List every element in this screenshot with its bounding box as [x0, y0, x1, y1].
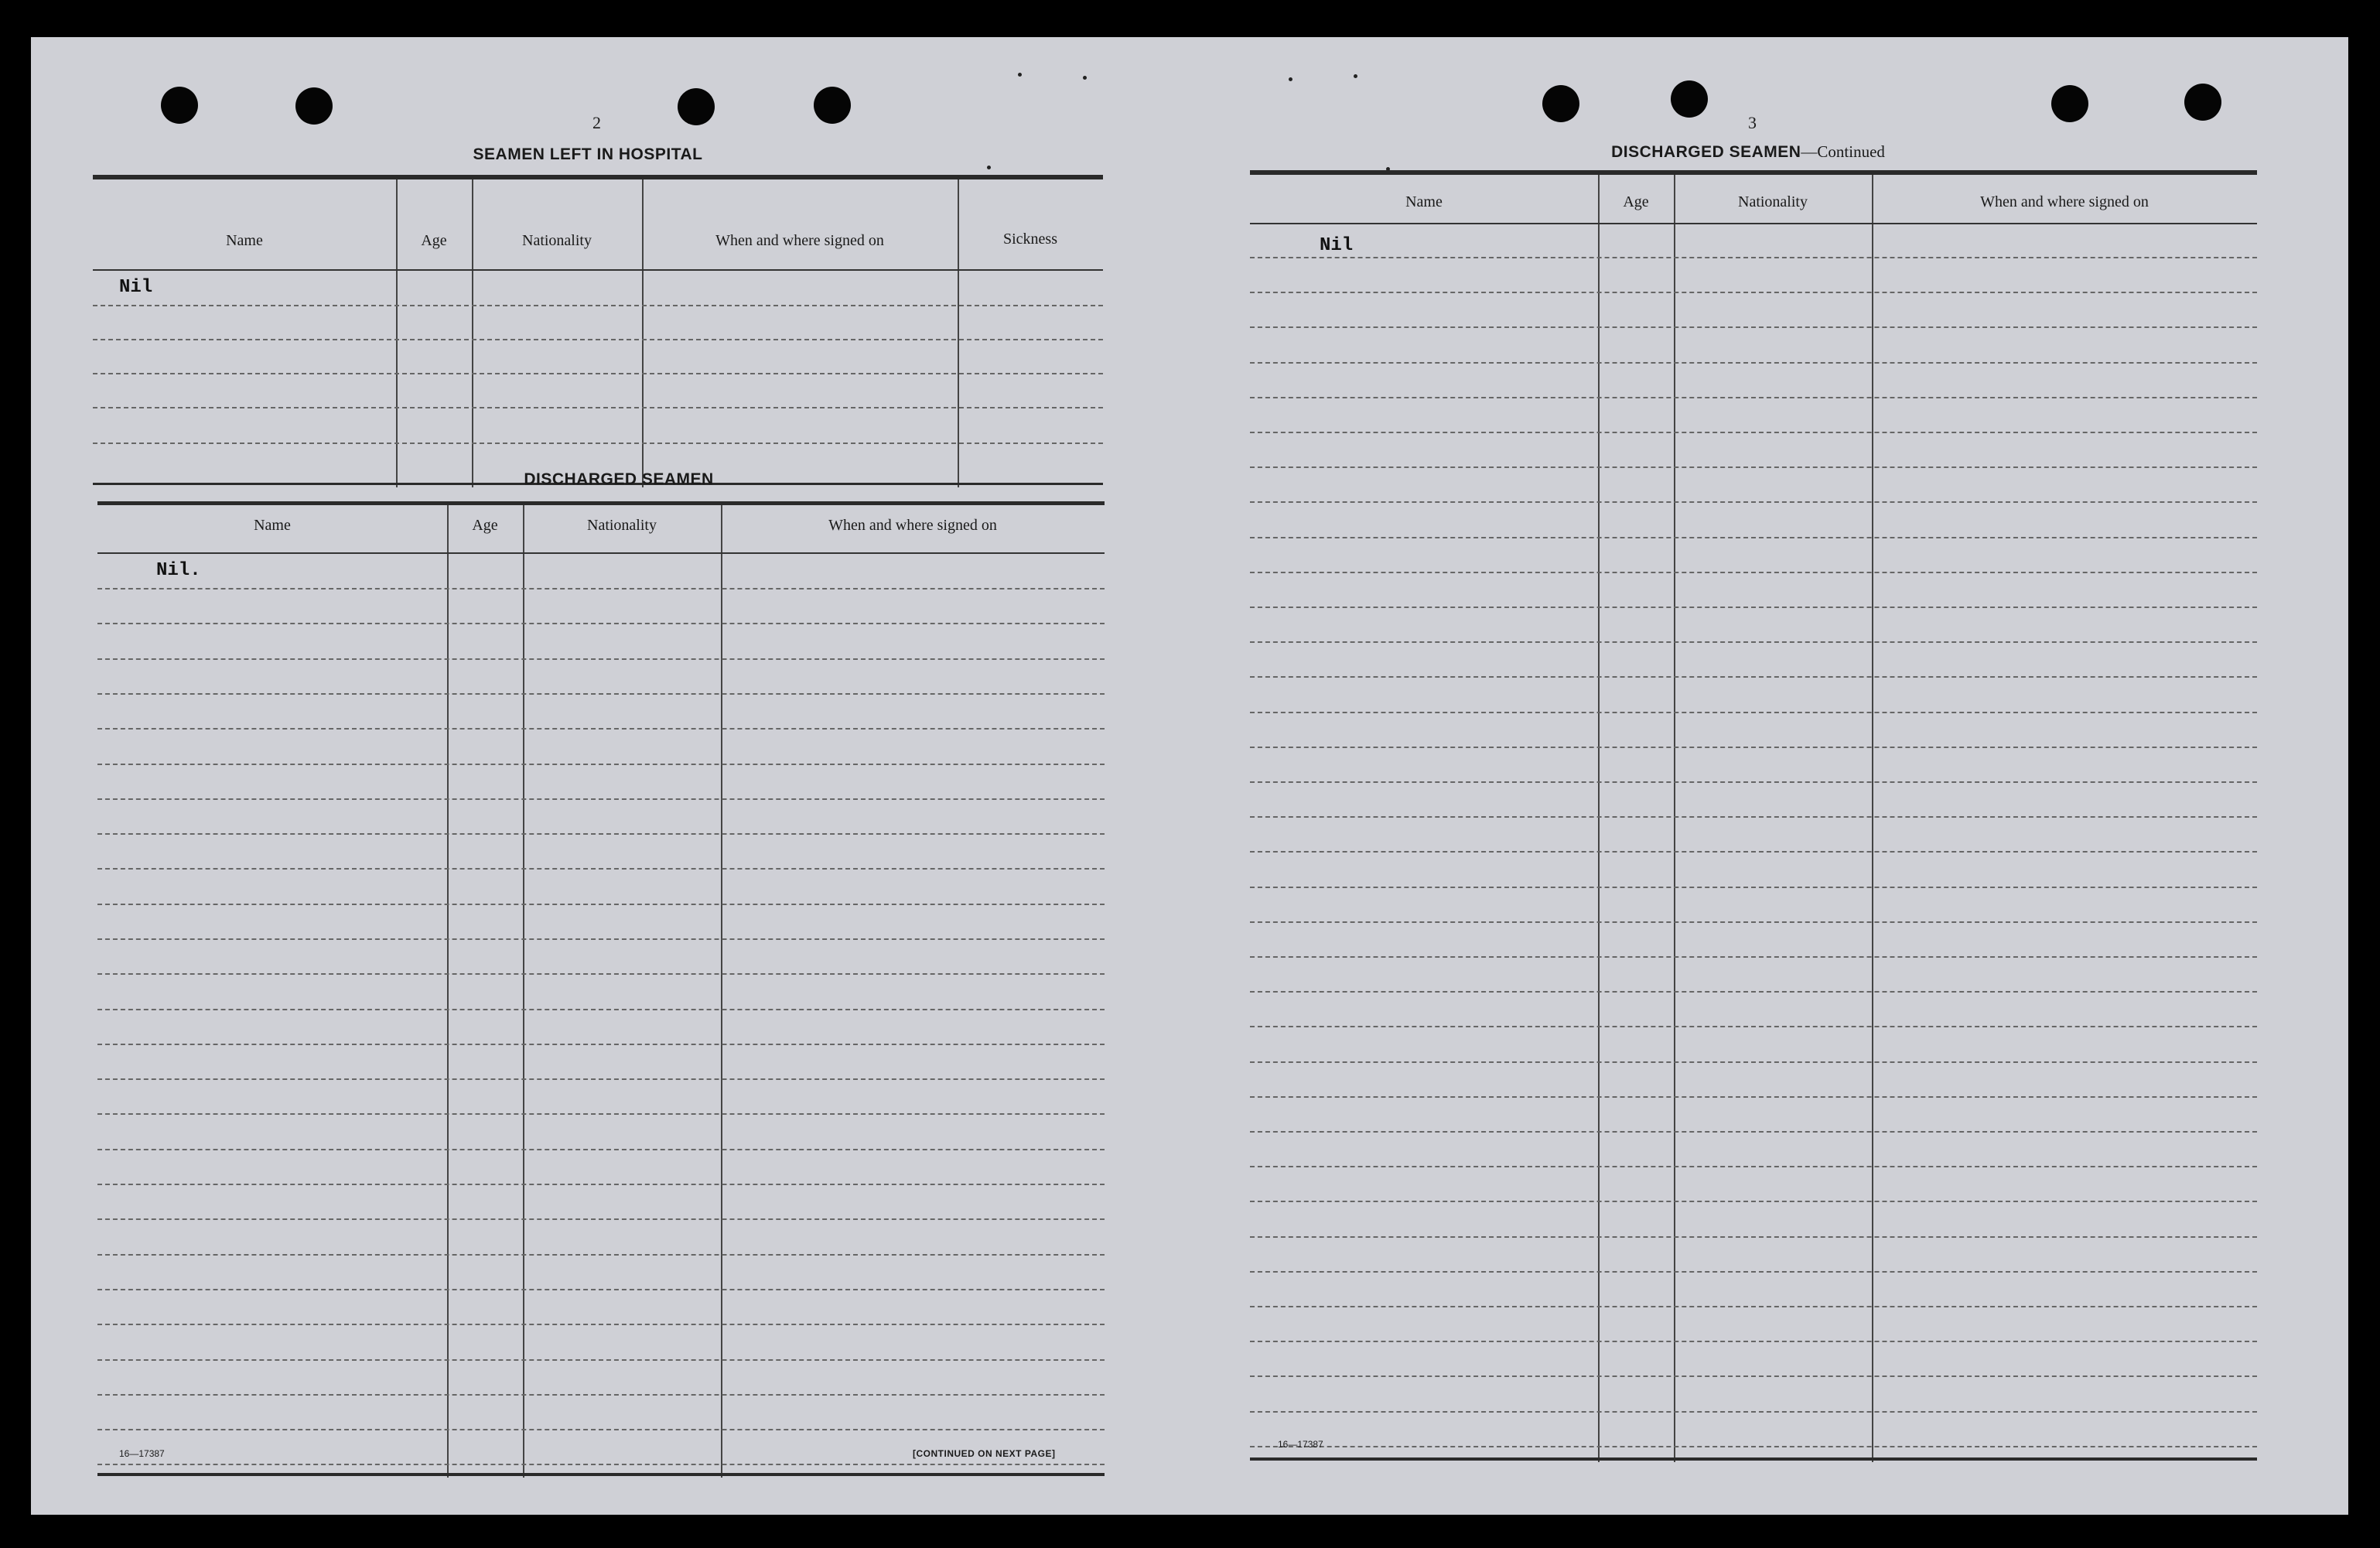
- page-number: 3: [1748, 113, 1757, 132]
- table-top-rule: [97, 501, 1105, 505]
- row-line: [97, 1464, 1105, 1465]
- row-line: [97, 658, 1105, 660]
- row-line: [97, 1394, 1105, 1396]
- discharged-section-title: DISCHARGED SEAMEN: [524, 470, 714, 488]
- header-rule: [1250, 223, 2257, 224]
- column-header-nationality: Nationality: [1738, 193, 1808, 210]
- column-divider: [523, 505, 524, 1478]
- punch-hole: [161, 87, 198, 124]
- column-divider: [721, 505, 722, 1478]
- column-header-nationality: Nationality: [522, 232, 592, 249]
- punch-hole: [1542, 85, 1579, 122]
- row-line: [1250, 781, 2257, 783]
- row-line: [1250, 816, 2257, 818]
- row-line: [97, 1149, 1105, 1150]
- row-line: [97, 798, 1105, 800]
- row-line: [97, 588, 1105, 589]
- speck: [1083, 76, 1087, 80]
- hospital-table: [93, 175, 1103, 487]
- row-line: [97, 1184, 1105, 1185]
- row-line: [1250, 397, 2257, 398]
- row-line: [1250, 1026, 2257, 1027]
- hospital-entry: Nil: [119, 277, 153, 298]
- speck: [1289, 77, 1292, 81]
- column-header-sickness: Sickness: [1003, 231, 1057, 248]
- column-header-age: Age: [1623, 193, 1649, 210]
- row-line: [1250, 607, 2257, 608]
- column-divider: [1674, 175, 1675, 1462]
- punch-hole: [1671, 80, 1708, 118]
- row-line: [1250, 362, 2257, 364]
- table-bottom-rule: [97, 1473, 1105, 1476]
- title-main: DISCHARGED SEAMEN: [1611, 143, 1801, 161]
- punch-hole: [814, 87, 851, 124]
- row-line: [1250, 1201, 2257, 1202]
- row-line: [1250, 921, 2257, 923]
- document-sheet: [31, 37, 2348, 1515]
- row-line: [97, 693, 1105, 695]
- title-suffix: —Continued: [1801, 142, 1885, 161]
- row-line: [97, 1218, 1105, 1220]
- table-bottom-rule: [1250, 1457, 2257, 1461]
- row-line: [97, 1429, 1105, 1430]
- row-line: [97, 1009, 1105, 1010]
- row-line: [97, 728, 1105, 730]
- punch-hole: [2184, 84, 2221, 121]
- row-line: [1250, 991, 2257, 993]
- row-line: [97, 1289, 1105, 1290]
- column-header-age: Age: [472, 517, 498, 534]
- row-line: [93, 373, 1103, 374]
- row-line: [97, 973, 1105, 975]
- header-rule: [93, 269, 1103, 271]
- column-header-name: Name: [254, 517, 291, 534]
- row-line: [97, 623, 1105, 624]
- row-line: [1250, 466, 2257, 468]
- continued-note: [CONTINUED ON NEXT PAGE]: [913, 1448, 1056, 1459]
- header-rule: [97, 552, 1105, 554]
- punch-hole: [678, 88, 715, 125]
- form-number: 16—17387: [119, 1448, 165, 1459]
- row-line: [97, 1324, 1105, 1325]
- row-line: [1250, 956, 2257, 958]
- row-line: [1250, 1096, 2257, 1098]
- continued-entry: Nil: [1320, 235, 1354, 256]
- row-line: [1250, 676, 2257, 678]
- row-line: [93, 407, 1103, 408]
- column-divider: [447, 505, 449, 1478]
- row-line: [97, 764, 1105, 765]
- row-line: [1250, 292, 2257, 293]
- row-line: [1250, 851, 2257, 853]
- column-divider: [1598, 175, 1600, 1462]
- punch-hole: [295, 87, 333, 125]
- punch-hole: [2051, 85, 2088, 122]
- speck: [987, 166, 991, 169]
- discharged-entry: Nil.: [156, 560, 201, 581]
- table-top-rule: [1250, 170, 2257, 175]
- discharged-continued-title: [1539, 142, 1957, 162]
- discharged-table: [97, 501, 1105, 1478]
- column-divider: [396, 179, 398, 487]
- column-header-signed-on: When and where signed on: [1980, 193, 2149, 210]
- discharged-continued-table: [1250, 170, 2257, 1467]
- row-line: [1250, 326, 2257, 328]
- column-header-age: Age: [421, 232, 447, 249]
- column-header-signed-on: When and where signed on: [715, 232, 884, 249]
- row-line: [1250, 712, 2257, 713]
- column-header-nationality: Nationality: [587, 517, 657, 534]
- column-divider: [642, 179, 644, 487]
- row-line: [1250, 1236, 2257, 1238]
- row-line: [97, 1359, 1105, 1361]
- column-header-signed-on: When and where signed on: [828, 517, 997, 534]
- page-number: 2: [592, 113, 601, 132]
- table-top-rule: [93, 175, 1103, 179]
- row-line: [1250, 501, 2257, 503]
- row-line: [1250, 1166, 2257, 1167]
- row-line: [1250, 1341, 2257, 1342]
- row-line: [1250, 1271, 2257, 1273]
- row-line: [1250, 1306, 2257, 1307]
- row-line: [97, 1044, 1105, 1045]
- row-line: [1250, 887, 2257, 888]
- row-line: [1250, 1131, 2257, 1133]
- row-line: [1250, 641, 2257, 643]
- speck: [1354, 74, 1357, 78]
- row-line: [1250, 1061, 2257, 1063]
- row-line: [1250, 1411, 2257, 1413]
- row-line: [1250, 257, 2257, 258]
- row-line: [93, 305, 1103, 306]
- row-line: [1250, 1375, 2257, 1377]
- row-line: [1250, 432, 2257, 433]
- row-line: [97, 833, 1105, 835]
- row-line: [1250, 1446, 2257, 1447]
- column-header-name: Name: [1405, 193, 1443, 210]
- row-line: [1250, 572, 2257, 573]
- column-divider: [958, 179, 959, 487]
- row-line: [97, 1078, 1105, 1080]
- row-line: [97, 1113, 1105, 1115]
- speck: [1018, 73, 1022, 77]
- column-header-name: Name: [226, 232, 263, 249]
- hospital-section-title: SEAMEN LEFT IN HOSPITAL: [473, 145, 703, 163]
- row-line: [97, 1254, 1105, 1256]
- column-divider: [1872, 175, 1873, 1462]
- row-line: [97, 938, 1105, 940]
- column-divider: [472, 179, 473, 487]
- row-line: [1250, 747, 2257, 748]
- row-line: [93, 339, 1103, 340]
- row-line: [1250, 537, 2257, 538]
- row-line: [93, 443, 1103, 444]
- row-line: [97, 904, 1105, 905]
- form-number: 16—17387: [1278, 1439, 1323, 1450]
- row-line: [97, 868, 1105, 870]
